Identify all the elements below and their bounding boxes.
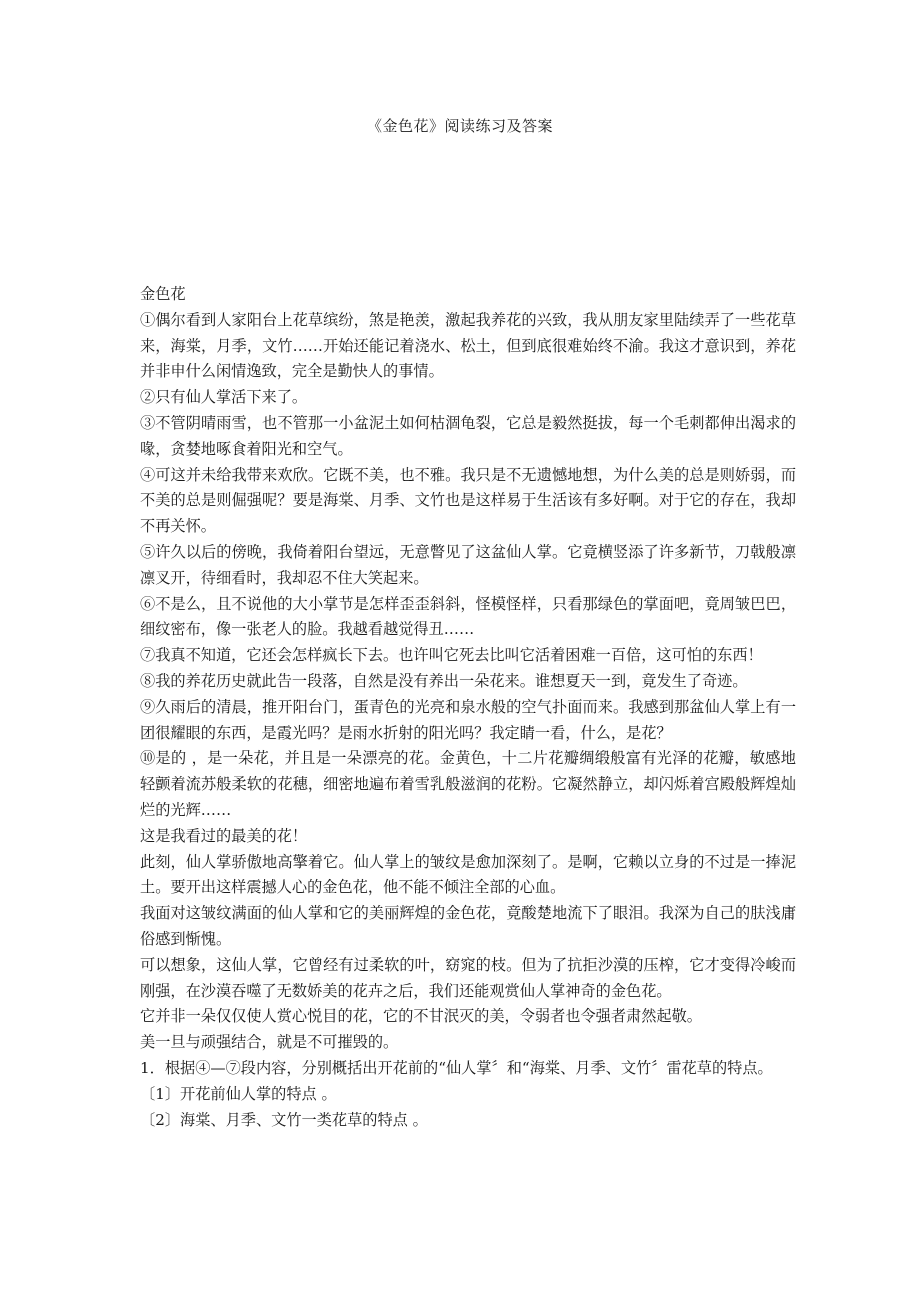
paragraph-8: ⑧我的养花历史就此告一段落，自然是没有养出一朵花来。谁想夏天一到，竟发生了奇迹。 [140,671,748,690]
question-1: 1．根据④—⑦段内容，分别概括出开花前的“仙人掌〞和“海棠、月季、文竹〞雷花草的特点。 [140,1058,773,1077]
paragraph-14: 可以想象，这仙人掌，它曾经有过柔软的叶，窈窕的枝。但为了抗拒沙漠的压榨，它才变得冷峻而刚强，在沙漠吞噬了无数娇美的花卉之后，我们还能观赏仙人掌神奇的金色花。 [140,955,796,1000]
paragraph-1: ①偶尔看到人家阳台上花草缤纷，煞是艳羡，激起我养花的兴致，我从朋友家里陆续弄了一些花草来，海棠，月季，文竹……开始还能记着浇水、松土，但到底很难始终不渝。我这才意识到，养花并非申什么闲情逸致，完全是勤快人的事情。 [140,310,796,381]
paragraph-7: ⑦我真不知道，它还会怎样疯长下去。也许叫它死去比叫它活着困难一百倍，这可怕的东西！ [140,646,763,665]
question-1-part-2: 〔2〕海棠、月季、文竹一类花草的特点 。 [140,1110,428,1129]
paragraph-3: ③不管阴晴雨雪，也不管那一小盆泥土如何枯涸龟裂，它总是毅然挺拔，每一个毛刺都伸出渴求的喙，贪婪地啄食着阳光和空气。 [140,413,796,458]
document-title: 《金色花》阅读练习及答案 [366,117,553,135]
paragraph-4: ④可这并未给我带来欢欣。它既不美，也不雅。我只是不无遗憾地想，为什么美的总是则娇弱，而不美的总是则倔强呢？要是海棠、月季、文竹也是这样易于生活该有多好啊。对于它的存在，我却不再关怀。 [140,465,796,536]
paragraph-11: 这是我看过的最美的花！ [140,826,308,845]
paragraph-10: ⑩是的 ，是一朵花，并且是一朵漂亮的花。金黄色，十二片花瓣绸缎般富有光泽的花瓣，敏感地轻颤着流苏般柔软的花穗，细密地遍布着雪乳般滋润的花粉。它凝然静立，却闪烁着宫殿般辉煌灿烂的光辉…… [140,749,796,819]
paragraph-12: 此刻，仙人掌骄傲地高擎着它。仙人掌上的皱纹是愈加深刻了。是啊，它赖以立身的不过是一捧泥土。要开出这样震撼人心的金色花，他不能不倾注全部的心血。 [140,852,796,897]
paragraph-2: ②只有仙人掌活下来了。 [140,388,308,407]
paragraph-15: 它并非一朵仅仅使人赏心悦目的花，它的不甘泯灭的美，令弱者也令强者肃然起敬。 [140,1007,702,1026]
paragraph-6: ⑥不是么，且不说他的大小掌节是怎样歪歪斜斜，怪模怪样，只看那绿色的掌面吧，竟周皱巴巴，细纹密布，像一张老人的脸。我越看越觉得丑…… [140,594,796,639]
section-heading: 金色花 [140,285,186,303]
question-1-part-1: 〔1〕开花前仙人掌的特点 。 [140,1084,337,1103]
paragraph-16: 美一旦与顽强结合，就是不可摧毁的。 [140,1033,399,1052]
document-body [140,282,796,1133]
paragraph-5: ⑤许久以后的傍晚，我倚着阳台望远，无意瞥见了这盆仙人掌。它竟横竖添了许多新节，刀戟般凛凛叉开，待细看时，我却忍不住大笑起来。 [140,542,796,587]
paragraph-9: ⑨久雨后的清晨，推开阳台门，蛋青色的光亮和泉水般的空气扑面而来。我感到那盆仙人掌上有一团很耀眼的东西，是霞光吗？是雨水折射的阳光吗？我定睛一看，什么，是花？ [140,697,796,742]
paragraph-13: 我面对这皱纹满面的仙人掌和它的美丽辉煌的金色花，竟酸楚地流下了眼泪。我深为自己的肤浅庸俗感到惭愧。 [140,904,796,948]
